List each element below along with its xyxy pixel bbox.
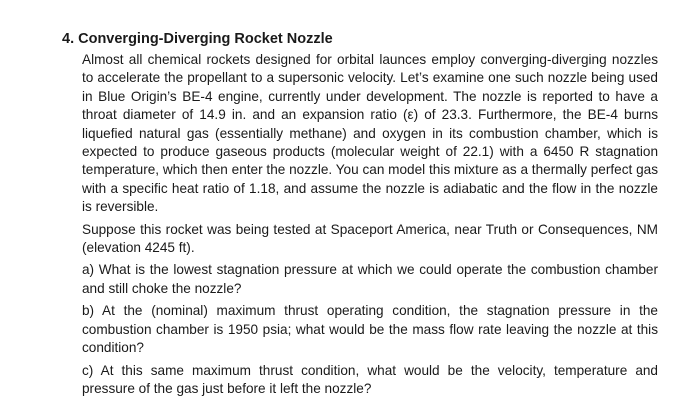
question-b: b) At the (nominal) maximum thrust operating condition, the stagnation pressure in the combustion chamber is 1950 psia; what would be the mass flow rate leaving the nozzle at this condition? (82, 303, 658, 356)
intro-paragraph: Almost all chemical rockets designed for orbital launces employ converging-diverging nozzles to accelerate the propellant to a supersonic velocity. Let’s examine one such nozzle being used in Blue Origin’s BE-4 engine, currently under development. The nozzle is reported to have a throat diameter of 14.9 in. and an expansion ratio (ε) of 23.3. Furthermore, the BE-4 burns liquefied natural gas (essentially methane) and oxygen in its combustion chamber, which is expected to produce gaseous products (molecular weight of 22.1) with a 6450 R stagnation temperature, which then enter the nozzle. You can model this mixture as a thermally perfect gas with a specific heat ratio of 1.18, and assume the nozzle is adiabatic and the flow in the nozzle is reversible. (82, 52, 658, 215)
problem-body (82, 51, 658, 398)
problem-title: 4. Converging-Diverging Rocket Nozzle (62, 31, 333, 47)
question-c: c) At this same maximum thrust condition, what would be the velocity, temperature and pressure of the gas just before it left the nozzle? (82, 362, 658, 396)
problem-section (62, 30, 658, 402)
question-a: a) What is the lowest stagnation pressure at which we could operate the combustion chamber and still choke the nozzle? (82, 262, 658, 296)
test-site-paragraph: Suppose this rocket was being tested at Spaceport America, near Truth or Consequences, NM (elevation 4245 ft). (82, 221, 658, 256)
